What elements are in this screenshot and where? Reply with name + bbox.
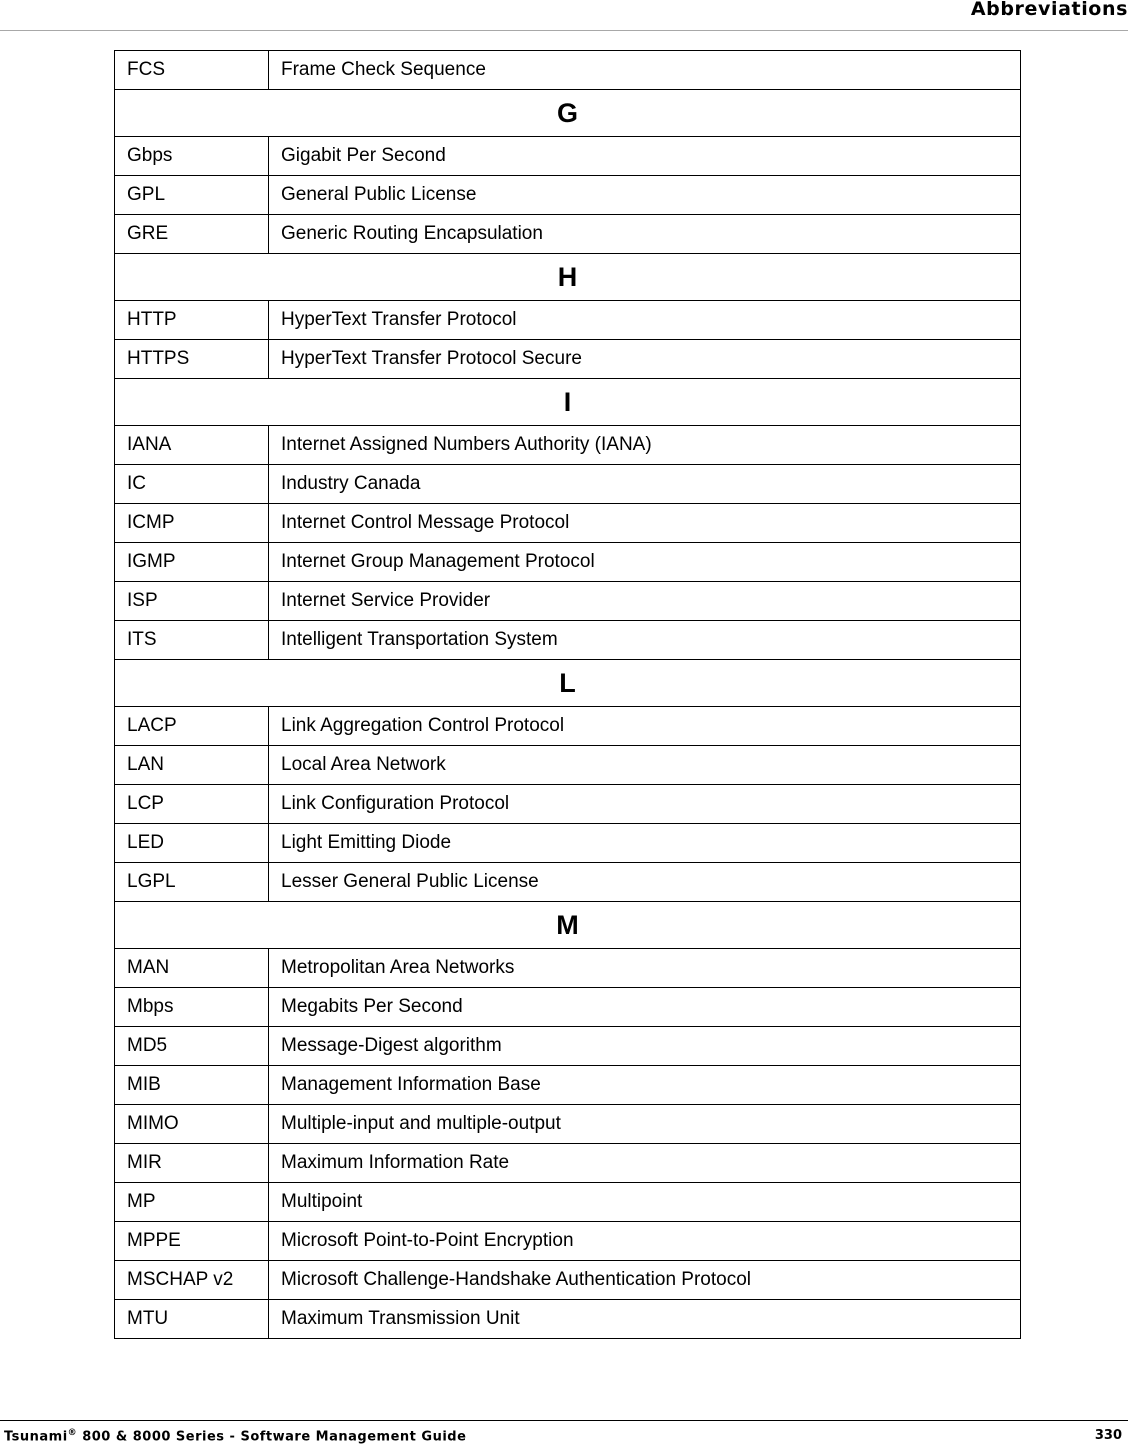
- section-letter: I: [115, 379, 1021, 426]
- abbreviation-cell: GPL: [115, 176, 269, 215]
- abbreviation-cell: IANA: [115, 426, 269, 465]
- abbreviation-cell: LCP: [115, 785, 269, 824]
- abbreviation-cell: MAN: [115, 949, 269, 988]
- abbreviation-cell: MTU: [115, 1300, 269, 1339]
- meaning-cell: Message-Digest algorithm: [269, 1027, 1021, 1066]
- meaning-cell: Management Information Base: [269, 1066, 1021, 1105]
- table-row: [115, 1183, 1021, 1222]
- table-row: [115, 746, 1021, 785]
- abbreviation-cell: MIMO: [115, 1105, 269, 1144]
- meaning-cell: Intelligent Transportation System: [269, 621, 1021, 660]
- table-row: [115, 465, 1021, 504]
- section-letter: G: [115, 90, 1021, 137]
- table-row: [115, 988, 1021, 1027]
- abbreviation-cell: ISP: [115, 582, 269, 621]
- section-letter-row: [115, 379, 1021, 426]
- registered-mark: ®: [67, 1428, 78, 1438]
- abbreviation-cell: MIR: [115, 1144, 269, 1183]
- abbreviation-cell: HTTPS: [115, 340, 269, 379]
- meaning-cell: Gigabit Per Second: [269, 137, 1021, 176]
- section-letter-row: [115, 902, 1021, 949]
- table-row: [115, 1222, 1021, 1261]
- table-row: [115, 176, 1021, 215]
- table-row: [115, 1066, 1021, 1105]
- meaning-cell: Microsoft Challenge-Handshake Authentication Protocol: [269, 1261, 1021, 1300]
- abbreviation-cell: MIB: [115, 1066, 269, 1105]
- page-footer: [0, 1420, 1128, 1445]
- meaning-cell: HyperText Transfer Protocol Secure: [269, 340, 1021, 379]
- abbreviation-cell: Mbps: [115, 988, 269, 1027]
- meaning-cell: Light Emitting Diode: [269, 824, 1021, 863]
- table-row: [115, 504, 1021, 543]
- abbreviation-cell: MSCHAP v2: [115, 1261, 269, 1300]
- section-letter: L: [115, 660, 1021, 707]
- meaning-cell: Link Aggregation Control Protocol: [269, 707, 1021, 746]
- meaning-cell: Internet Group Management Protocol: [269, 543, 1021, 582]
- footer-guide-subtitle: 800 & 8000 Series - Software Management Guide: [77, 1429, 467, 1445]
- meaning-cell: Link Configuration Protocol: [269, 785, 1021, 824]
- abbreviation-cell: GRE: [115, 215, 269, 254]
- section-letter-row: [115, 254, 1021, 301]
- table-row: [115, 621, 1021, 660]
- section-letter-row: [115, 660, 1021, 707]
- page-header: [0, 0, 1128, 31]
- abbreviation-cell: MD5: [115, 1027, 269, 1066]
- table-row: [115, 215, 1021, 254]
- meaning-cell: Internet Assigned Numbers Authority (IANA): [269, 426, 1021, 465]
- table-row: [115, 51, 1021, 90]
- abbreviation-cell: ITS: [115, 621, 269, 660]
- table-row: [115, 1300, 1021, 1339]
- meaning-cell: Microsoft Point-to-Point Encryption: [269, 1222, 1021, 1261]
- table-row: [115, 1105, 1021, 1144]
- table-row: [115, 582, 1021, 621]
- abbreviations-table: [114, 50, 1021, 1339]
- page-number: 330: [1094, 1428, 1122, 1443]
- meaning-cell: General Public License: [269, 176, 1021, 215]
- meaning-cell: Industry Canada: [269, 465, 1021, 504]
- abbreviation-cell: FCS: [115, 51, 269, 90]
- abbreviations-table-body: [115, 51, 1021, 1339]
- abbreviation-cell: MP: [115, 1183, 269, 1222]
- table-row: [115, 301, 1021, 340]
- table-row: [115, 340, 1021, 379]
- abbreviation-cell: ICMP: [115, 504, 269, 543]
- meaning-cell: Metropolitan Area Networks: [269, 949, 1021, 988]
- meaning-cell: Maximum Information Rate: [269, 1144, 1021, 1183]
- meaning-cell: HyperText Transfer Protocol: [269, 301, 1021, 340]
- footer-product-name: Tsunami: [4, 1429, 68, 1445]
- meaning-cell: Maximum Transmission Unit: [269, 1300, 1021, 1339]
- abbreviation-cell: LAN: [115, 746, 269, 785]
- table-row: [115, 1261, 1021, 1300]
- abbreviation-cell: HTTP: [115, 301, 269, 340]
- table-row: [115, 824, 1021, 863]
- table-row: [115, 707, 1021, 746]
- abbreviation-cell: IGMP: [115, 543, 269, 582]
- meaning-cell: Internet Control Message Protocol: [269, 504, 1021, 543]
- section-letter-row: [115, 90, 1021, 137]
- meaning-cell: Lesser General Public License: [269, 863, 1021, 902]
- abbreviation-cell: LGPL: [115, 863, 269, 902]
- section-letter: M: [115, 902, 1021, 949]
- meaning-cell: Megabits Per Second: [269, 988, 1021, 1027]
- meaning-cell: Frame Check Sequence: [269, 51, 1021, 90]
- abbreviation-cell: MPPE: [115, 1222, 269, 1261]
- table-row: [115, 137, 1021, 176]
- meaning-cell: Generic Routing Encapsulation: [269, 215, 1021, 254]
- abbreviation-cell: LED: [115, 824, 269, 863]
- table-row: [115, 863, 1021, 902]
- table-row: [115, 543, 1021, 582]
- section-letter: H: [115, 254, 1021, 301]
- abbreviation-cell: LACP: [115, 707, 269, 746]
- meaning-cell: Multipoint: [269, 1183, 1021, 1222]
- page-title: Abbreviations: [970, 0, 1128, 20]
- abbreviation-cell: Gbps: [115, 137, 269, 176]
- table-row: [115, 426, 1021, 465]
- table-row: [115, 1027, 1021, 1066]
- meaning-cell: Internet Service Provider: [269, 582, 1021, 621]
- table-row: [115, 949, 1021, 988]
- table-row: [115, 785, 1021, 824]
- table-row: [115, 1144, 1021, 1183]
- footer-guide-title: [4, 1428, 466, 1444]
- abbreviation-cell: IC: [115, 465, 269, 504]
- meaning-cell: Multiple-input and multiple-output: [269, 1105, 1021, 1144]
- meaning-cell: Local Area Network: [269, 746, 1021, 785]
